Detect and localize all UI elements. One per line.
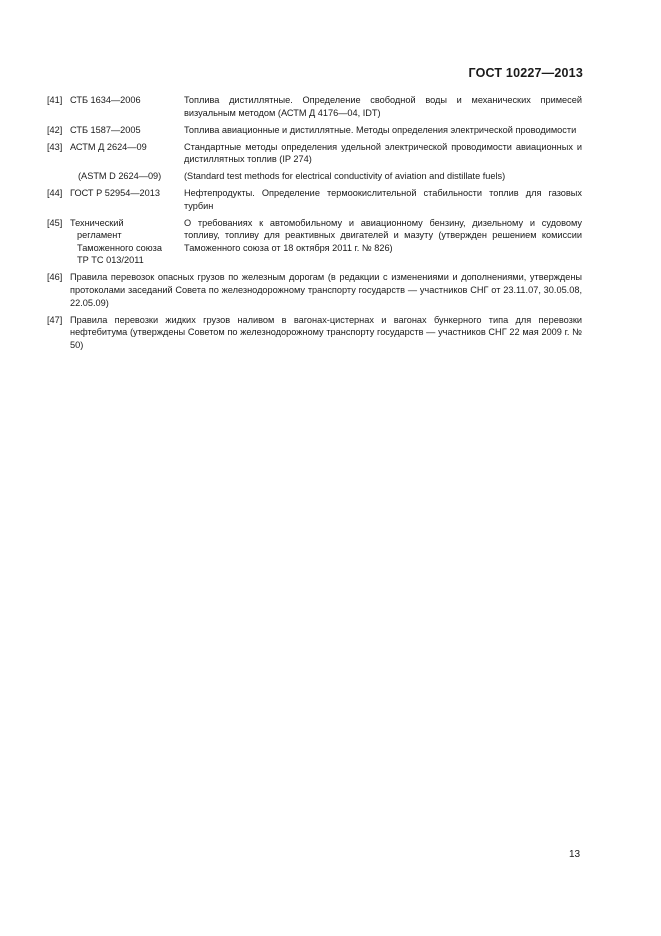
reference-title: О требованиях к автомобильному и авиационному бензину, дизельному и судовому топливу, топливу для реактивных двигателей и мазуту (утвержден решением комиссии Таможенного союза от 18 октября 2011 г. № 826) (184, 217, 582, 253)
reference-code (70, 217, 184, 267)
reference-number (47, 170, 70, 183)
reference-number: [45] (47, 217, 63, 228)
reference-number: [42] (47, 124, 63, 135)
reference-title: Правила перевозок опасных грузов по железным дорогам (в редакции с изменениями и дополнениями, утверждены протоколами заседаний Совета по железнодорожному транспорту государств — участников СНГ от 23.11.07, 30.05.08, 22.05.09) (70, 272, 582, 308)
reference-43-original (47, 170, 582, 183)
code-line: СТБ 1587—2005 (70, 124, 141, 135)
reference-44 (47, 187, 582, 212)
code-line: ГОСТ Р 52954—2013 (70, 188, 160, 199)
reference-45 (47, 217, 582, 267)
reference-title: Правила перевозки жидких грузов наливом в вагонах-цистернах и вагонах бункерного типа для перевозки нефтебитума (утверждены Советом по железнодорожному транспорту государств — участников СНГ 22 мая 2009 г. № 50) (70, 314, 582, 350)
code-line: регламент (77, 230, 122, 241)
reference-code (70, 94, 184, 119)
reference-code (70, 170, 184, 183)
reference-47 (47, 314, 582, 352)
reference-title: Стандартные методы определения удельной электрической проводимости авиационных и дистиллятных топлив (IP 274) (184, 141, 582, 165)
reference-43 (47, 141, 582, 166)
code-line: (ASTM D 2624—09) (78, 171, 162, 182)
reference-title: Нефтепродукты. Определение термоокислительной стабильности топлив для газовых турбин (184, 188, 582, 211)
reference-number: [46] (47, 272, 63, 283)
reference-46 (47, 271, 582, 309)
reference-title: Топлива авиационные и дистиллятные. Методы определения электрической проводимости (184, 124, 577, 135)
code-line: Таможенного союза (77, 242, 162, 253)
bibliography-list (47, 94, 582, 356)
standard-code-header: ГОСТ 10227—2013 (468, 66, 583, 80)
reference-number: [41] (47, 95, 63, 105)
reference-41 (47, 94, 582, 119)
code-line: Технический (70, 217, 124, 228)
reference-number: [43] (47, 141, 63, 152)
reference-code (70, 141, 184, 166)
reference-title: Топлива дистиллятные. Определение свободной воды и механических примесей визуальным методом (АСТМ Д 4176—04, IDT) (184, 95, 582, 118)
reference-code (70, 124, 184, 137)
code-line: СТБ 1634—2006 (70, 95, 141, 105)
reference-42 (47, 124, 582, 137)
page-number: 13 (569, 849, 581, 860)
code-line: ТР ТС 013/2011 (77, 255, 144, 266)
reference-code (70, 187, 184, 212)
reference-number: [44] (47, 188, 63, 199)
reference-title: (Standard test methods for electrical conductivity of aviation and distillate fuels) (184, 171, 506, 182)
reference-number: [47] (47, 314, 63, 325)
code-line: АСТМ Д 2624—09 (70, 141, 147, 152)
